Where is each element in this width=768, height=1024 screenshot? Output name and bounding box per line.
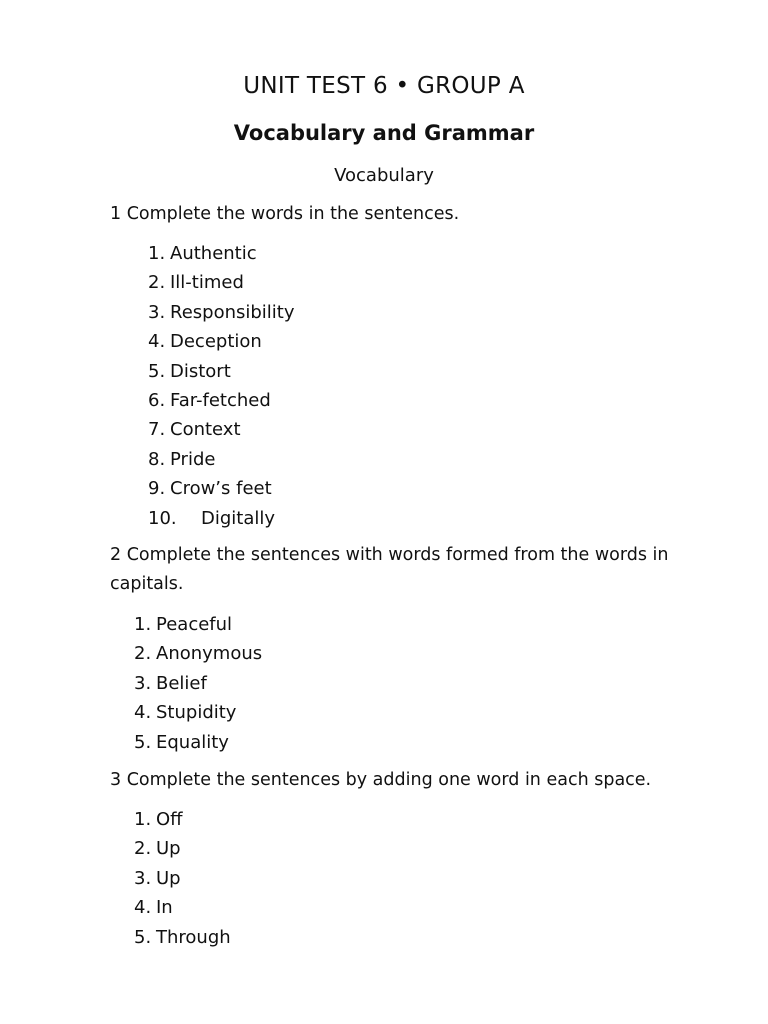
item-number: 5. (134, 731, 152, 753)
item-text: Equality (156, 731, 229, 753)
item-text: Context (170, 419, 241, 441)
item-number: 4. (148, 331, 166, 353)
item-text: Off (156, 809, 183, 830)
item-text: Peaceful (156, 614, 233, 635)
list-item (134, 669, 262, 698)
list-item (134, 864, 231, 893)
item-text: In (156, 897, 173, 919)
exercise-1-instruction: 1 Complete the words in the sentences. (110, 204, 460, 224)
exercise-2-instruction: 2 Complete the sentences with words formed from the words in capitals. (110, 545, 669, 594)
page-title: UNIT TEST 6 • GROUP A (243, 73, 525, 99)
item-number: 5. (134, 926, 152, 948)
list-item (148, 415, 295, 444)
list-item (148, 327, 295, 356)
list-item (148, 268, 295, 297)
item-number: 1. (148, 243, 166, 264)
page-subtitle: Vocabulary and Grammar (233, 121, 535, 145)
list-item (148, 239, 295, 268)
item-text: Pride (170, 448, 216, 470)
item-text: Deception (170, 331, 262, 353)
list-item (134, 834, 231, 863)
item-text: Up (156, 867, 181, 889)
item-number: 5. (148, 360, 166, 382)
list-item (148, 386, 295, 415)
list-item (148, 357, 295, 386)
item-number: 10. (148, 507, 177, 529)
item-text: Digitally (201, 507, 276, 529)
item-number: 7. (148, 419, 166, 441)
item-text: Ill-timed (170, 272, 244, 294)
item-number: 4. (134, 702, 152, 724)
item-text: Through (156, 926, 231, 948)
item-number: 6. (148, 389, 166, 411)
item-number: 8. (148, 448, 166, 470)
item-number: 3. (134, 672, 152, 694)
list-item (134, 639, 262, 668)
item-text: Responsibility (170, 301, 295, 323)
list-item (134, 893, 231, 922)
list-item (134, 698, 262, 727)
list-item (134, 805, 231, 834)
item-number: 2. (148, 272, 166, 294)
list-item (148, 445, 295, 474)
item-text: Distort (170, 360, 231, 382)
list-item (148, 474, 295, 503)
exercise-2-answer-list (134, 610, 262, 757)
item-text: Authentic (170, 243, 257, 264)
item-number: 9. (148, 478, 166, 500)
item-text: Crow’s feet (170, 478, 272, 500)
item-number: 3. (148, 301, 166, 323)
exercise-1-answer-list (148, 239, 295, 533)
item-number: 1. (134, 809, 152, 830)
exercise-3-instruction: 3 Complete the sentences by adding one word in each space. (110, 770, 652, 790)
item-text: Belief (156, 672, 207, 694)
list-item (134, 728, 262, 757)
list-item (134, 610, 262, 639)
item-text: Anonymous (156, 643, 263, 665)
list-item (148, 504, 295, 533)
list-item (134, 923, 231, 952)
item-number: 4. (134, 897, 152, 919)
exercise-3-answer-list (134, 805, 231, 952)
item-number: 3. (134, 867, 152, 889)
item-text: Up (156, 838, 181, 860)
section-heading: Vocabulary (334, 165, 434, 186)
item-text: Stupidity (156, 702, 237, 724)
item-number: 2. (134, 643, 152, 665)
list-item (148, 298, 295, 327)
item-number: 1. (134, 614, 152, 635)
item-text: Far-fetched (170, 389, 271, 411)
item-number: 2. (134, 838, 152, 860)
